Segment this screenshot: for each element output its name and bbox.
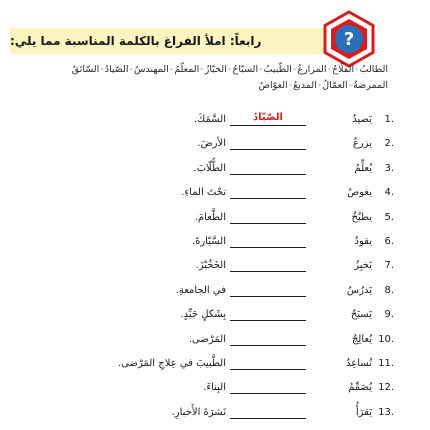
exercise-verb: يُعلِّمُ xyxy=(354,162,372,174)
exercise-object: في الجامعةِ. xyxy=(175,284,226,296)
answer-blank[interactable] xyxy=(230,356,306,370)
exercise-verb: يطبُخُ xyxy=(351,211,372,223)
word-separator: - xyxy=(227,64,232,75)
exercise-verb: يَدرُسُ xyxy=(346,284,372,296)
word-bank-word: الطّبيبُ xyxy=(263,64,292,75)
exercise-number: 8. xyxy=(384,284,394,296)
word-bank-word: السبّاحُ xyxy=(232,64,259,75)
word-bank-word: المذيعُ xyxy=(293,80,317,91)
exercise-row xyxy=(0,185,430,203)
word-bank-word: الفلّاحُ xyxy=(331,64,355,75)
word-bank-word: الغوّاصُ xyxy=(258,80,288,91)
word-bank-word: السّائقُ xyxy=(71,64,100,75)
exercise-number: 11. xyxy=(378,358,394,369)
exercise-object: المَرْضى. xyxy=(188,333,226,345)
exercise-verb: يَخبِزُ xyxy=(354,260,372,272)
exercise-row xyxy=(0,307,430,325)
exercise-row xyxy=(0,112,430,130)
exercise-object: الطَّبيبَ في عِلاجِ المَرْضى. xyxy=(117,358,226,369)
word-separator: - xyxy=(129,64,133,75)
exercise-verb: يَقرَأُ xyxy=(355,406,372,418)
word-bank-word: المزارعُ xyxy=(297,64,327,75)
exercise-number: 5. xyxy=(384,211,394,223)
word-bank-word: الخبّازُ xyxy=(204,64,227,75)
word-bank-word: العمّالُ xyxy=(322,80,348,91)
exercise-object: الخَخُبْزَ. xyxy=(195,260,226,272)
word-separator: - xyxy=(100,64,104,75)
exercise-verb: تُساعِدُ xyxy=(346,358,372,369)
exercise-row xyxy=(0,405,430,423)
exercise-row xyxy=(0,283,430,301)
exercise-number: 9. xyxy=(384,309,394,321)
word-separator: - xyxy=(317,80,322,91)
exercise-number: 1. xyxy=(384,114,394,125)
word-bank-line-2 xyxy=(178,80,388,92)
word-bank-word: المهندسُ xyxy=(133,64,169,75)
exercise-instruction-band xyxy=(10,28,362,54)
question-mark-icon xyxy=(320,10,378,68)
answer-blank[interactable] xyxy=(230,210,306,224)
exercise-row xyxy=(0,380,430,398)
exercise-number: 13. xyxy=(378,406,394,418)
exercise-verb: يقودُ xyxy=(354,236,372,247)
exercise-object: البِناءَ. xyxy=(203,382,226,394)
exercise-row xyxy=(0,332,430,350)
answer-blank[interactable] xyxy=(230,185,306,199)
exercise-object: الأرضَ. xyxy=(197,138,226,150)
svg-text:?: ? xyxy=(343,29,355,50)
answer-blank[interactable] xyxy=(230,307,306,321)
word-separator: - xyxy=(292,64,297,75)
exercise-object: نَشرَةَ الأَخبارِ. xyxy=(171,406,226,418)
exercise-number: 10. xyxy=(378,333,394,345)
answer-blank[interactable] xyxy=(230,405,306,419)
exercise-verb: يزرعُ xyxy=(352,138,372,150)
word-separator: - xyxy=(348,80,353,91)
answer-text: الصّيّادُ xyxy=(252,112,283,123)
exercise-row xyxy=(0,136,430,154)
exercise-object: الطُّلّابَ. xyxy=(193,162,226,174)
word-separator: - xyxy=(327,64,331,75)
exercise-number: 7. xyxy=(384,260,394,272)
exercise-verb: يَسبَحُ xyxy=(350,309,372,321)
exercise-verb: يَصيدُ xyxy=(352,114,372,125)
word-bank-line-1 xyxy=(16,64,388,76)
exercise-number: 3. xyxy=(384,162,394,174)
word-separator: - xyxy=(200,64,204,75)
exercise-verb: يُصَمِّمُ xyxy=(348,382,372,394)
exercise-row xyxy=(0,161,430,179)
exercise-object: تحْتَ الماءِ. xyxy=(181,187,226,199)
answer-blank[interactable] xyxy=(230,112,306,126)
answer-blank[interactable] xyxy=(230,161,306,175)
exercise-object: بِشَكلٍ جَيِّدٍ. xyxy=(180,309,226,321)
answer-blank[interactable] xyxy=(230,380,306,394)
answer-blank[interactable] xyxy=(230,283,306,297)
exercise-row xyxy=(0,234,430,252)
answer-blank[interactable] xyxy=(230,258,306,272)
exercise-number: 2. xyxy=(384,138,394,150)
answer-blank[interactable] xyxy=(230,332,306,346)
exercise-row xyxy=(0,258,430,276)
exercise-instruction: رابعاً: املأ الفراغ بالكلمة المناسبة مما يلي: xyxy=(10,34,262,48)
word-separator: - xyxy=(288,80,293,91)
exercise-number: 4. xyxy=(384,187,394,199)
word-bank-word: الطالبُ xyxy=(359,64,388,75)
exercise-verb: يغوصُ xyxy=(347,187,372,199)
exercise-row xyxy=(0,356,430,374)
word-separator: - xyxy=(259,64,263,75)
word-bank-word: الممرضةُ xyxy=(353,80,388,91)
answer-blank[interactable] xyxy=(230,234,306,248)
exercise-verb: يُعالِجُ xyxy=(351,333,372,345)
exercise-number: 6. xyxy=(384,236,394,247)
word-bank-word: الصّيادُ xyxy=(104,64,129,75)
exercise-row xyxy=(0,210,430,228)
exercise-object: السَّمَكَ. xyxy=(193,114,226,125)
word-bank-word: المعلّمُ xyxy=(174,64,200,75)
exercise-object: الطَّعامَ. xyxy=(194,211,226,223)
word-separator: - xyxy=(169,64,174,75)
word-separator: - xyxy=(355,64,359,75)
answer-blank[interactable] xyxy=(230,136,306,150)
exercise-number: 12. xyxy=(378,382,394,394)
exercise-object: السَّيّارةَ. xyxy=(191,236,226,247)
